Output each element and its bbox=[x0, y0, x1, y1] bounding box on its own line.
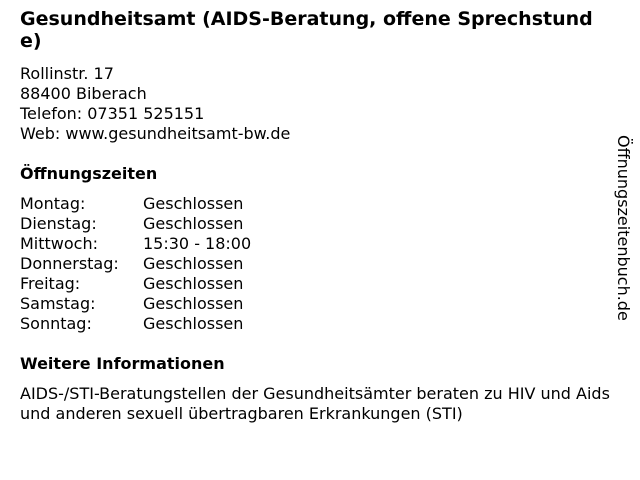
hours-value: Geschlossen bbox=[143, 194, 244, 213]
hours-row-wednesday bbox=[20, 234, 251, 254]
day-label: Donnerstag: bbox=[20, 254, 119, 273]
hours-row-sunday bbox=[20, 314, 251, 334]
page-title: Gesundheitsamt (AIDS-Beratung, offene Sprechstunde) bbox=[20, 8, 593, 52]
day-label: Mittwoch: bbox=[20, 234, 98, 253]
hours-value: Geschlossen bbox=[143, 274, 244, 293]
opening-hours-table bbox=[20, 194, 251, 334]
more-info-heading: Weitere Informationen bbox=[20, 354, 225, 373]
hours-value: 15:30 - 18:00 bbox=[143, 234, 252, 253]
hours-row-friday bbox=[20, 274, 251, 294]
day-label: Sonntag: bbox=[20, 314, 92, 333]
street-address: Rollinstr. 17 bbox=[20, 64, 114, 83]
hours-value: Geschlossen bbox=[143, 294, 244, 313]
hours-row-saturday bbox=[20, 294, 251, 314]
day-label: Samstag: bbox=[20, 294, 96, 313]
more-info-text: AIDS-/STI-Beratungstellen der Gesundheitsämter beraten zu HIV und Aids und anderen sexuell übertragbaren Erkrankungen (STI) bbox=[20, 384, 610, 423]
hours-value: Geschlossen bbox=[143, 214, 244, 233]
hours-row-monday bbox=[20, 194, 251, 214]
site-watermark: Öffnungszeitenbuch.de bbox=[614, 135, 633, 321]
city-postal-code: 88400 Biberach bbox=[20, 84, 147, 103]
website-link[interactable]: Web: www.gesundheitsamt-bw.de bbox=[20, 124, 291, 143]
hours-value: Geschlossen bbox=[143, 314, 244, 333]
hours-row-thursday bbox=[20, 254, 251, 274]
hours-row-tuesday bbox=[20, 214, 251, 234]
opening-hours-heading: Öffnungszeiten bbox=[20, 164, 158, 183]
day-label: Montag: bbox=[20, 194, 86, 213]
phone-number: Telefon: 07351 525151 bbox=[20, 104, 205, 123]
address-block bbox=[20, 64, 290, 144]
day-label: Dienstag: bbox=[20, 214, 97, 233]
day-label: Freitag: bbox=[20, 274, 81, 293]
hours-value: Geschlossen bbox=[143, 254, 244, 273]
